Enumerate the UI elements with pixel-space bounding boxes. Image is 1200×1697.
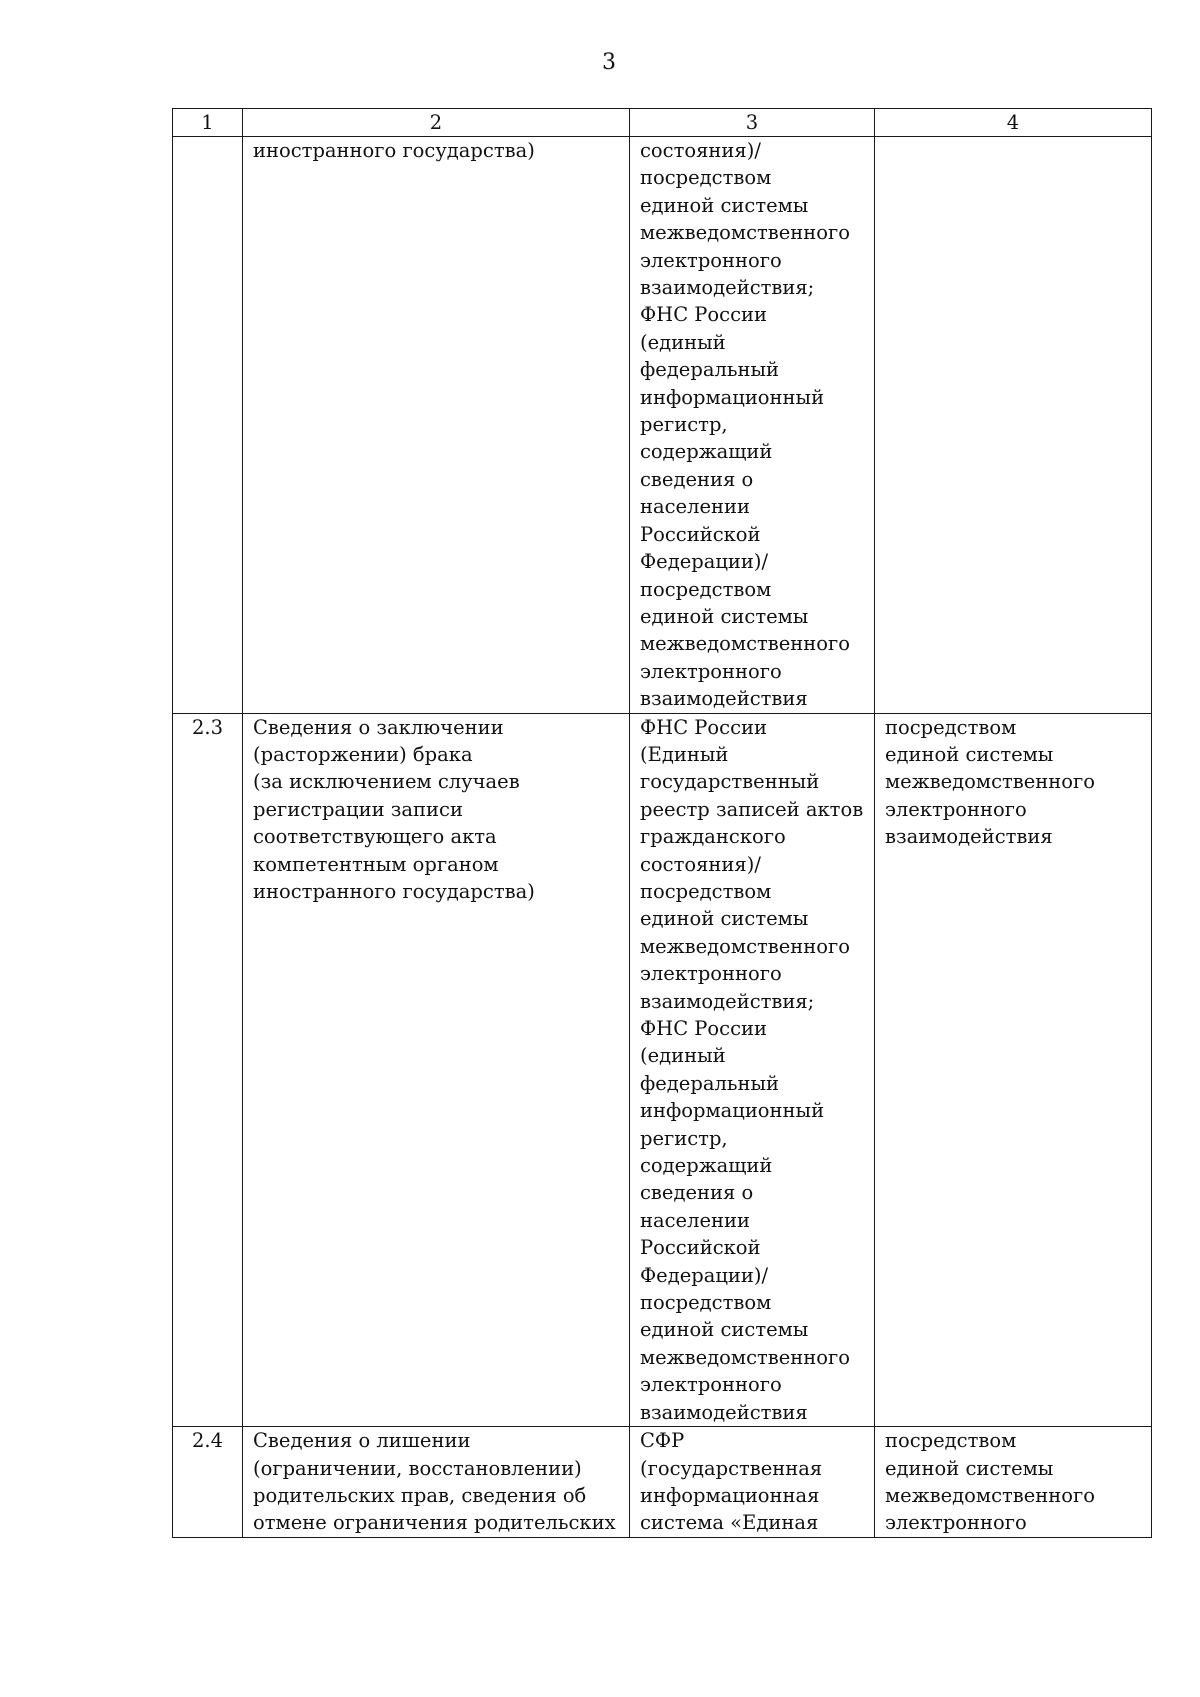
- row-number: 2.4: [173, 1427, 243, 1538]
- row-number: 2.3: [173, 713, 243, 1427]
- column-header-3: 3: [630, 109, 875, 137]
- row-description: Сведения о лишении (ограничении, восстановлении) родительских прав, сведения об отмене ограничения родительских: [243, 1427, 630, 1538]
- row-description: Сведения о заключении (расторжении) брака (за исключением случаев регистрации записи соответствующего акта компетентным органом иностранного государства): [243, 713, 630, 1427]
- row-method: посредством единой системы межведомственного электронного: [875, 1427, 1152, 1538]
- column-header-1: 1: [173, 109, 243, 137]
- data-sources-table: [172, 108, 1152, 1538]
- column-header-2: 2: [243, 109, 630, 137]
- page-number: 3: [602, 50, 616, 75]
- row-description: иностранного государства): [243, 137, 630, 714]
- table-row: [173, 713, 1152, 1427]
- table-row: [173, 1427, 1152, 1538]
- column-header-4: 4: [875, 109, 1152, 137]
- row-method: [875, 137, 1152, 714]
- row-method: посредством единой системы межведомственного электронного взаимодействия: [875, 713, 1152, 1427]
- row-number: [173, 137, 243, 714]
- table-row: [173, 137, 1152, 714]
- table-header: [173, 109, 1152, 137]
- header-row: [173, 109, 1152, 137]
- row-source: ФНС России (Единый государственный реестр записей актов гражданского состояния)/ посредством единой системы межведомственного электронного взаимодействия; ФНС России (единый федеральный информационный регистр, содержащий сведения о населении Российской Федерации)/ посредством единой системы межведомственного электронного взаимодействия: [630, 713, 875, 1427]
- table-body: [173, 137, 1152, 1538]
- row-source: СФР (государственная информационная система «Единая: [630, 1427, 875, 1538]
- row-source: состояния)/ посредством единой системы межведомственного электронного взаимодействия; ФНС России (единый федеральный информационный регистр, содержащий сведения о населении Российской Федерации)/ посредством единой системы межведомственного электронного взаимодействия: [630, 137, 875, 714]
